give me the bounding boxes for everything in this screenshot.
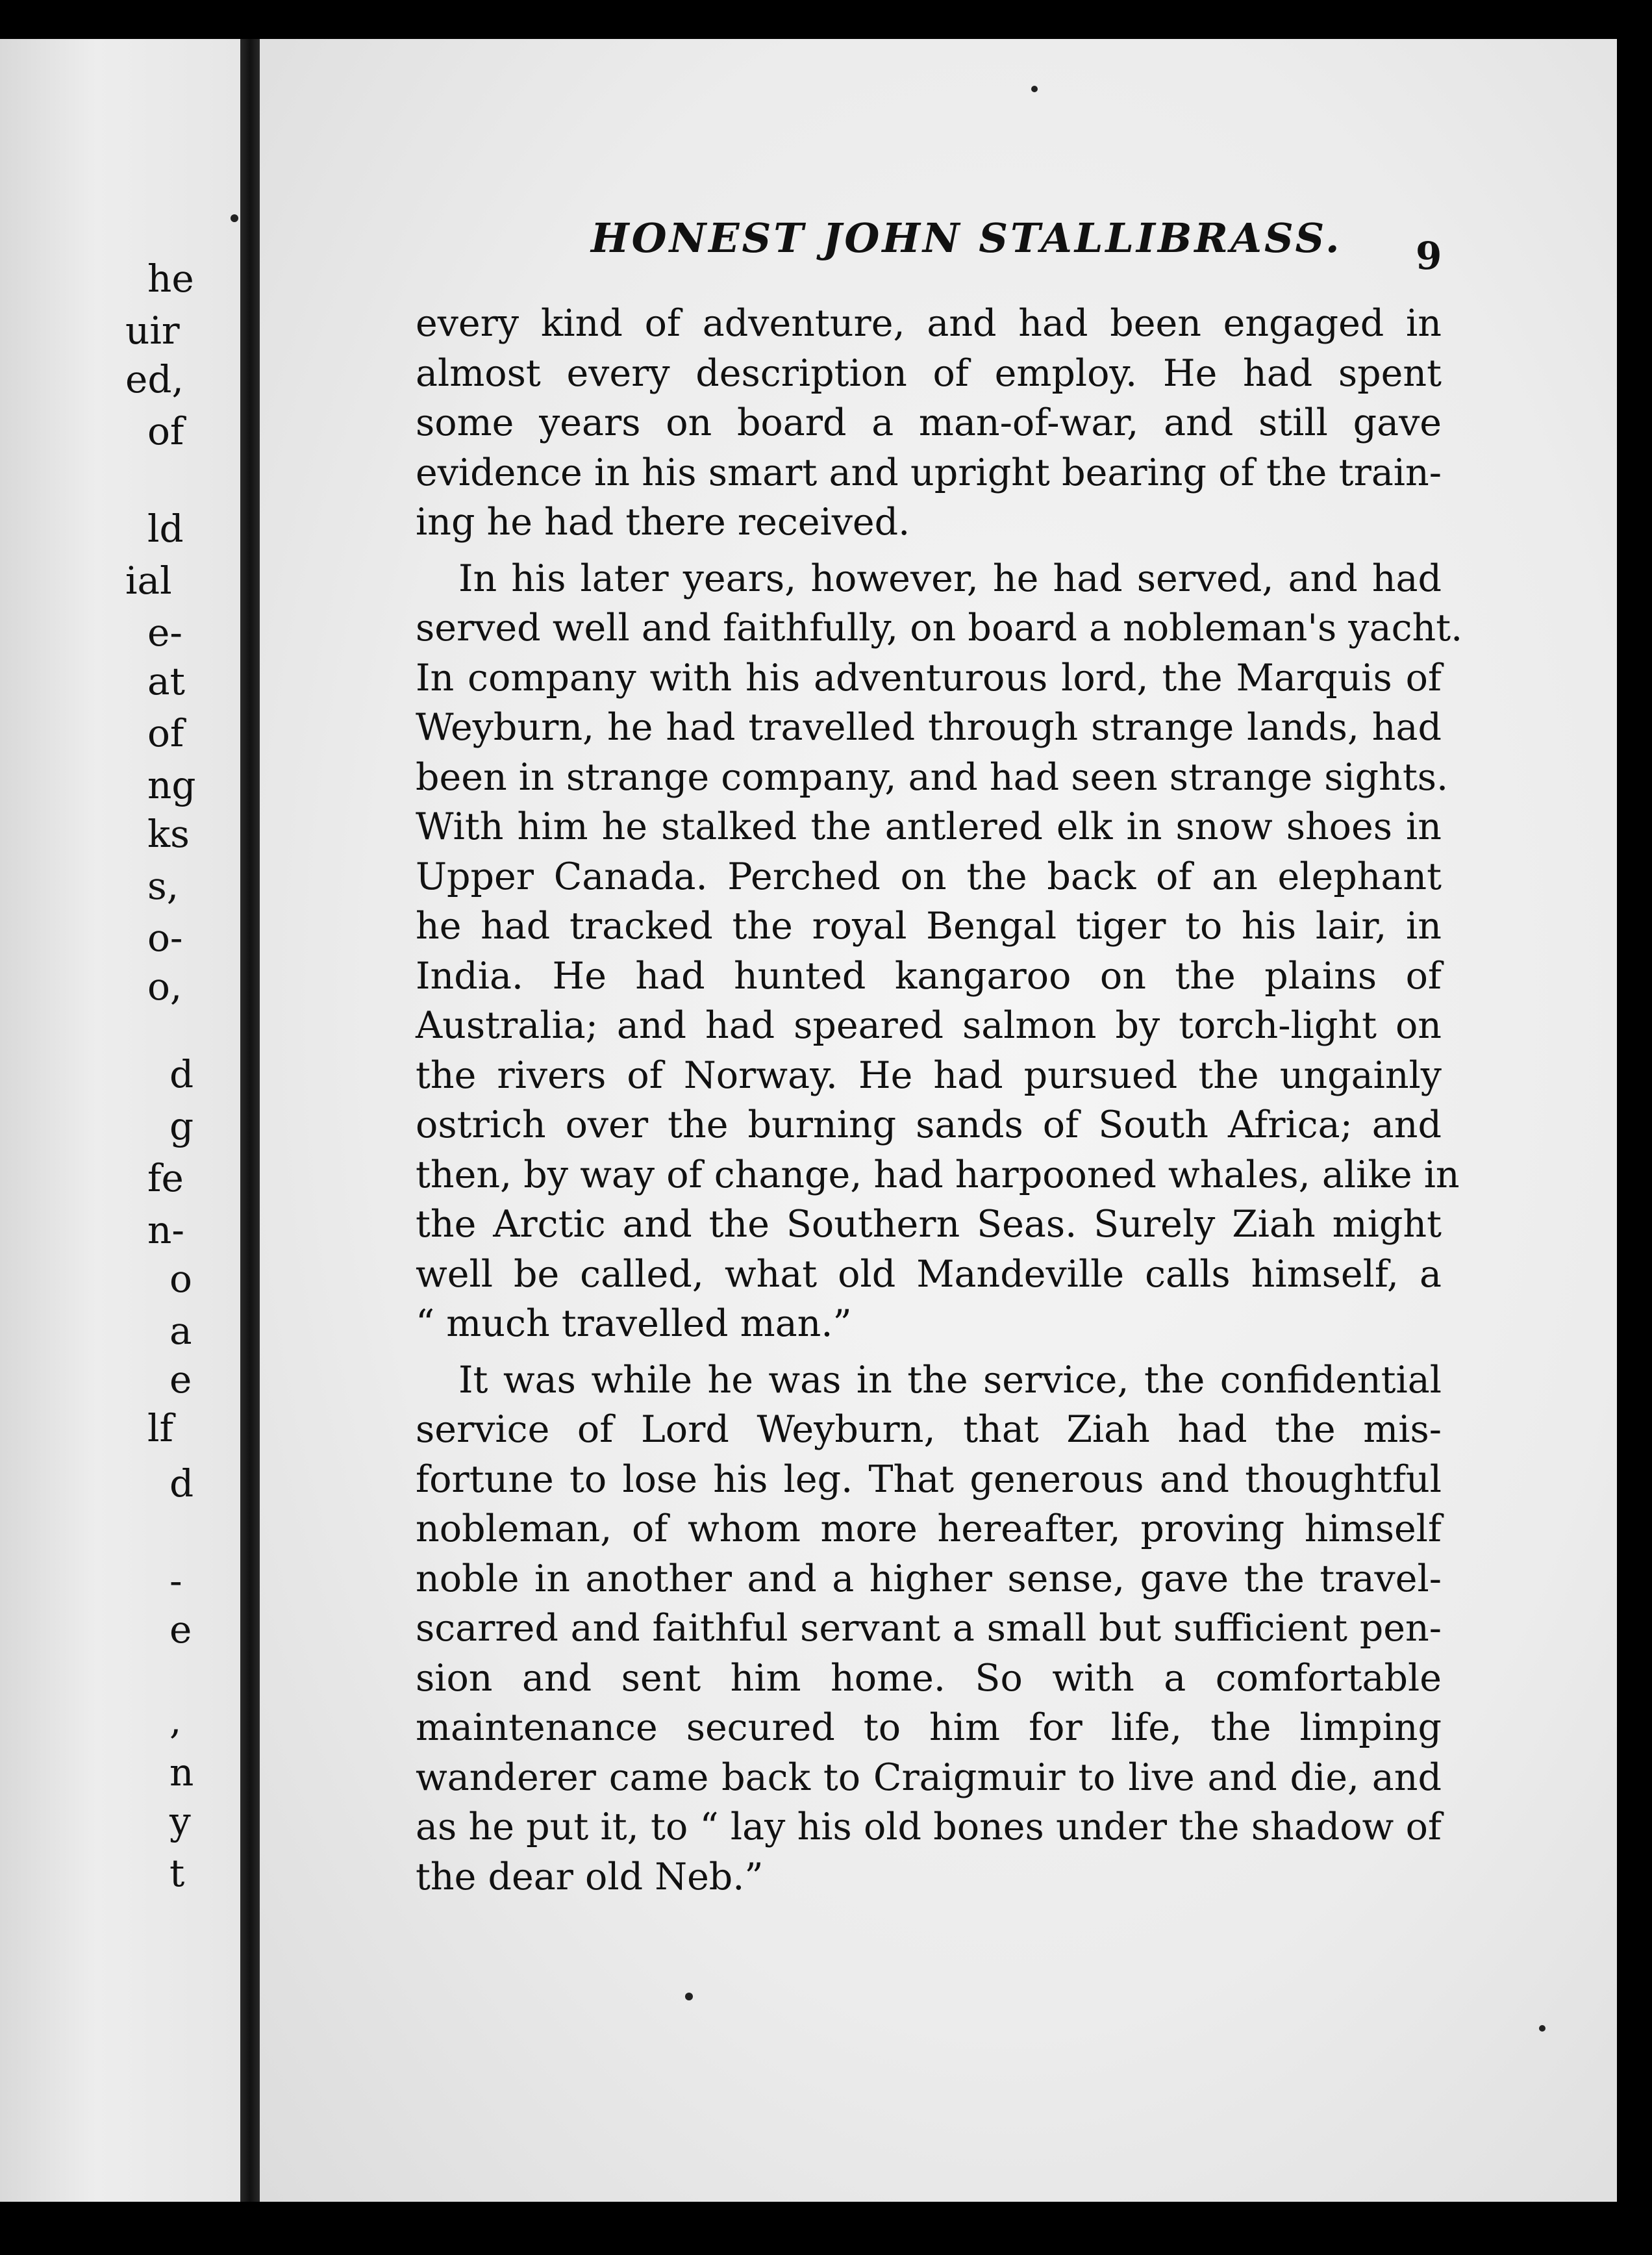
text-line: almost every description of employ. He had spent — [416, 351, 1442, 395]
previous-page-fragment: he — [147, 257, 194, 301]
book-gutter — [240, 39, 260, 2202]
previous-page-fragment: lf — [147, 1406, 174, 1450]
previous-page-fragment: y — [169, 1799, 191, 1843]
previous-page-fragment: uir — [125, 309, 180, 353]
previous-page-fragment: ng — [147, 763, 196, 807]
text-line: maintenance secured to him for life, the limping — [416, 1706, 1442, 1749]
text-line: been in strange company, and had seen strange sights. — [416, 755, 1449, 799]
previous-page-fragment: ld — [147, 507, 184, 551]
text-line: every kind of adventure, and had been engaged in — [416, 302, 1442, 345]
scan-speck — [1539, 2025, 1546, 2032]
previous-page-fragment: ial — [125, 559, 172, 603]
previous-page-fragment: o — [169, 1257, 192, 1301]
page-number: 9 — [1416, 234, 1442, 278]
paragraph — [416, 299, 1442, 548]
text-line: scarred and faithful servant a small but sufficient pen- — [416, 1607, 1442, 1650]
text-line: In his later years, however, he had served, and had — [458, 557, 1442, 600]
previous-page-fragment: of — [147, 409, 184, 453]
running-head: HONEST JOHN STALLIBRASS. — [591, 214, 1342, 262]
previous-page-fragment: , — [169, 1698, 182, 1743]
text-line: the dear old Neb.” — [416, 1855, 764, 1898]
scan-speck — [685, 1993, 693, 2000]
paragraph-gap — [416, 548, 1442, 554]
previous-page-fragment: s, — [147, 864, 179, 908]
book-page — [260, 39, 1617, 2202]
text-line: ing he had there received. — [416, 501, 910, 544]
previous-page-fragment: d — [169, 1461, 194, 1505]
scan-speck — [231, 214, 238, 222]
text-line: wanderer came back to Craigmuir to live and die, and — [416, 1756, 1442, 1799]
previous-page-fragment: e — [169, 1607, 192, 1652]
previous-page-fragment: n- — [147, 1208, 184, 1252]
text-line: the Arctic and the Southern Seas. Surely Ziah might — [416, 1203, 1442, 1246]
previous-page-fragment: n — [169, 1750, 194, 1795]
previous-page-fragment: o- — [147, 916, 183, 960]
scan-speck — [1031, 86, 1038, 92]
text-line: noble in another and a higher sense, gave the travel- — [416, 1557, 1442, 1600]
previous-page-fragment: e- — [147, 611, 182, 655]
previous-page-fragment: a — [169, 1309, 192, 1353]
text-line: well be called, what old Mandeville calls himself, a — [416, 1252, 1442, 1296]
text-line: then, by way of change, had harpooned whales, alike in — [416, 1153, 1460, 1196]
text-line: served well and faithfully, on board a nobleman's yacht. — [416, 607, 1463, 649]
previous-page-fragment: of — [147, 711, 184, 755]
previous-page-fragment: g — [169, 1104, 194, 1148]
previous-page-text-fragments — [0, 39, 240, 2202]
previous-page-fragment: at — [147, 659, 185, 703]
text-line: Weyburn, he had travelled through strange lands, had — [416, 706, 1442, 749]
previous-page-fragment: d — [169, 1052, 194, 1096]
body-text — [416, 299, 1463, 1902]
previous-page-fragment: t — [169, 1851, 185, 1895]
previous-page-edge — [0, 39, 240, 2202]
text-line: Upper Canada. Perched on the back of an elephant — [416, 855, 1442, 898]
text-line: “ much travelled man.” — [416, 1302, 852, 1345]
text-line: It was while he was in the service, the confidential — [458, 1358, 1442, 1402]
previous-page-fragment: ed, — [125, 357, 184, 401]
text-line: the rivers of Norway. He had pursued the ungainly — [416, 1053, 1442, 1097]
paragraph — [416, 554, 1463, 1349]
text-line: sion and sent him home. So with a comfortable — [416, 1656, 1442, 1700]
previous-page-fragment: e — [169, 1357, 192, 1402]
previous-page-fragment: fe — [147, 1156, 184, 1200]
previous-page-fragment: o, — [147, 964, 182, 1009]
text-line: some years on board a man-of-war, and still gave — [416, 401, 1442, 444]
text-line: With him he stalked the antlered elk in snow shoes in — [416, 805, 1442, 848]
text-line: In company with his adventurous lord, the Marquis of — [416, 656, 1442, 699]
text-line: he had tracked the royal Bengal tiger to his lair, in — [416, 905, 1442, 948]
paragraph — [416, 1355, 1442, 1902]
text-line: fortune to lose his leg. That generous and thoughtful — [416, 1457, 1442, 1501]
text-line: evidence in his smart and upright bearing of the train- — [416, 451, 1442, 494]
text-line: nobleman, of whom more hereafter, proving himself — [416, 1507, 1442, 1550]
text-line: India. He had hunted kangaroo on the plains of — [416, 954, 1442, 998]
text-line: Australia; and had speared salmon by torch-light on — [416, 1004, 1442, 1047]
previous-page-fragment: - — [169, 1559, 182, 1603]
text-line: as he put it, to “ lay his old bones under the shadow of — [416, 1806, 1442, 1848]
previous-page-fragment: ks — [147, 812, 190, 856]
text-line: service of Lord Weyburn, that Ziah had the mis- — [416, 1408, 1442, 1451]
text-line: ostrich over the burning sands of South Africa; and — [416, 1103, 1442, 1146]
paragraph-gap — [416, 1349, 1442, 1355]
